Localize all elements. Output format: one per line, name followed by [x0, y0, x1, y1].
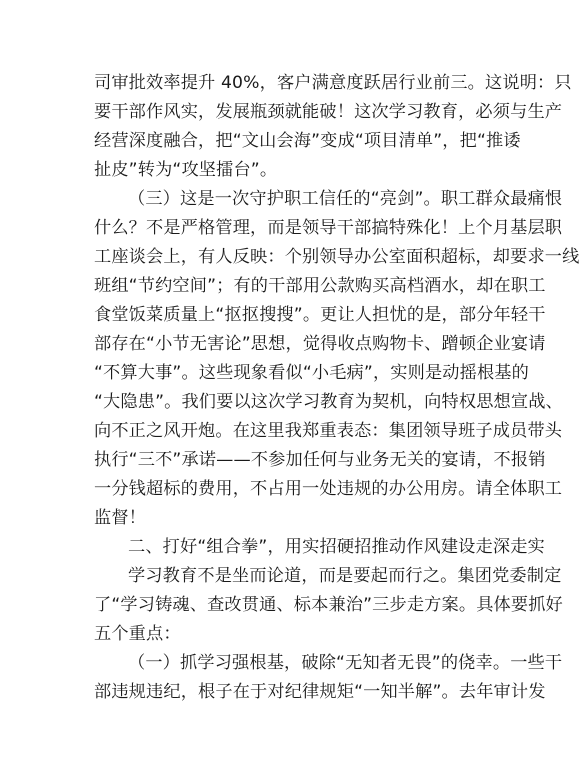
text-line: 要干部作风实，发展瓶颈就能破！这次学习教育，必须与生产: [94, 102, 563, 122]
text-line: 监督！: [94, 508, 147, 528]
section-paragraph-start: （三）这是一次守护职工信任的“亮剑”。职工群众最痛恨: [128, 189, 563, 209]
text-line: 什么？不是严格管理，而是领导干部搞特殊化！上个月基层职: [94, 218, 563, 238]
text-line: 司审批效率提升 40%，客户满意度跃居行业前三。这说明：只: [94, 73, 572, 93]
paragraph-start: 学习教育不是坐而论道，而是要起而行之。集团党委制定: [128, 566, 562, 586]
text-line: 班组“节约空间”；有的干部用公款购买高档酒水，却在职工: [94, 276, 546, 296]
text-line: 工座谈会上，有人反映：个别领导办公室面积超标，却要求一线: [94, 247, 580, 267]
text-line: 部存在“小节无害论”思想，觉得收点购物卡、蹭顿企业宴请: [94, 334, 546, 354]
text-line: 了“学习铸魂、查改贯通、标本兼治”三步走方案。具体要抓好: [94, 595, 563, 615]
text-line: 经营深度融合，把“文山会海”变成“项目清单”，把“推诿: [94, 131, 521, 151]
subsection-paragraph-start: （一）抓学习强根基，破除“无知者无畏”的侥幸。一些干: [128, 653, 563, 673]
text-line: 食堂饭菜质量上“抠抠搜搜”。更让人担忧的是，部分年轻干: [94, 305, 546, 325]
text-line: 一分钱超标的费用，不占用一处违规的办公用房。请全体职工: [94, 479, 563, 499]
text-line: 执行“三不”承诺——不参加任何与业务无关的宴请，不报销: [94, 450, 546, 470]
text-line: 扯皮”转为“攻坚擂台”。: [94, 160, 278, 180]
text-line: 五个重点：: [94, 624, 181, 644]
text-line: 部违规违纪，根子在于对纪律规矩“一知半解”。去年审计发: [94, 682, 546, 702]
text-line: “大隐患”。我们要以这次学习教育为契机，向特权思想宣战、: [94, 392, 563, 412]
section-heading: 二、打好“组合拳”，用实招硬招推动作风建设走深走实: [128, 537, 545, 557]
text-line: 向不正之风开炮。在这里我郑重表态：集团领导班子成员带头: [94, 421, 563, 441]
text-line: “不算大事”。这些现象看似“小毛病”，实则是动摇根基的: [94, 363, 529, 383]
